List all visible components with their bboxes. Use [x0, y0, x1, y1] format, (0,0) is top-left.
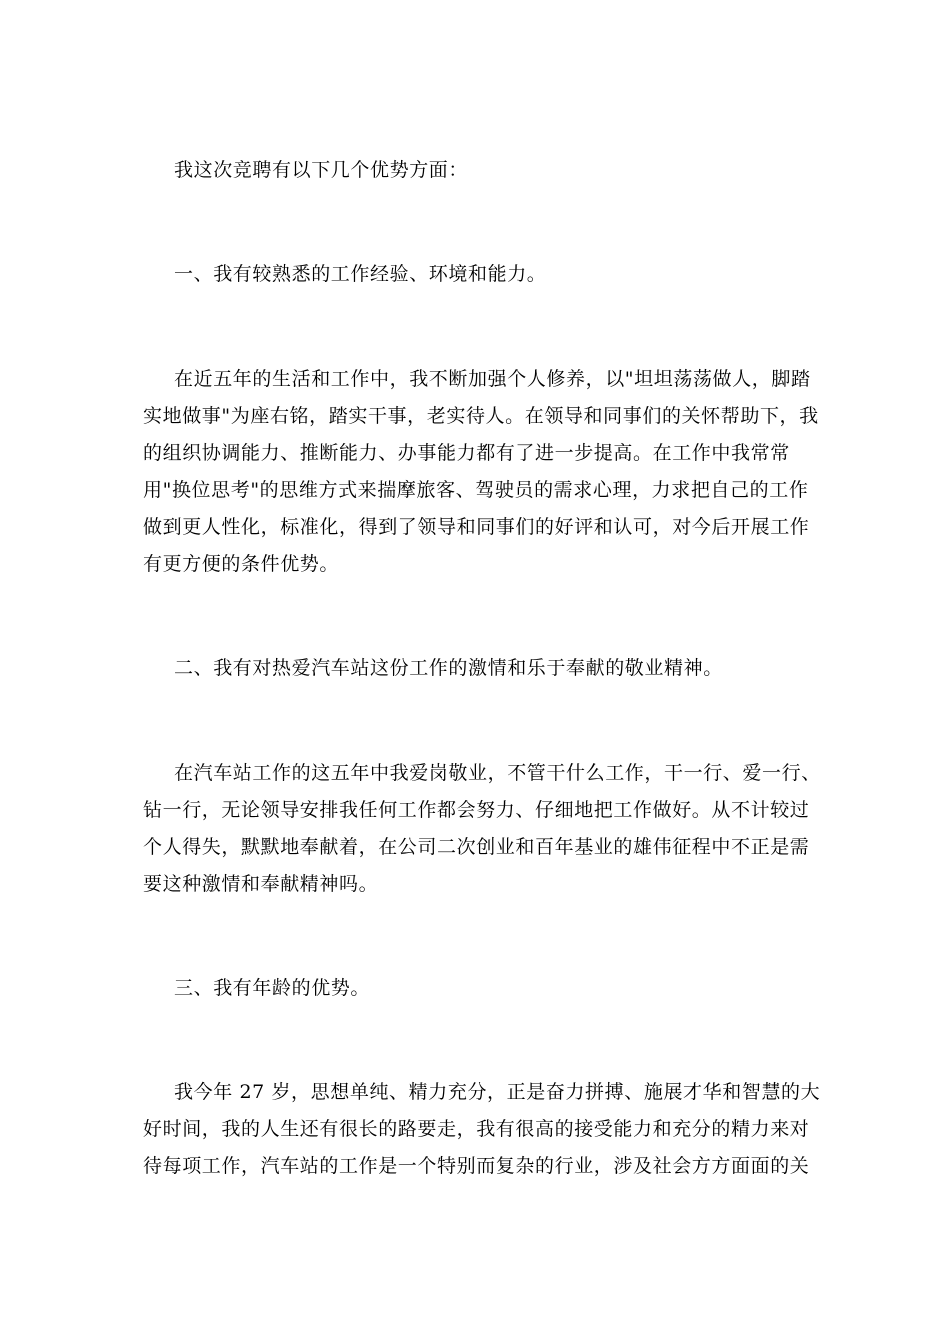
intro-line: 我这次竞聘有以下几个优势方面：: [174, 159, 469, 181]
section-1-paragraph-line: 的组织协调能力、推断能力、办事能力都有了进一步提高。在工作中我常常: [143, 442, 790, 464]
section-2-heading: 二、我有对热爱汽车站这份工作的激情和乐于奉献的敬业精神。: [174, 657, 723, 679]
section-3-paragraph-line: 我今年 27 岁，思想单纯、精力充分，正是奋力拼搏、施展才华和智慧的大: [174, 1081, 821, 1103]
section-3-paragraph-line: 好时间，我的人生还有很长的路要走，我有很高的接受能力和充分的精力来对: [143, 1118, 810, 1140]
section-2-paragraph-line: 个人得失，默默地奉献着，在公司二次创业和百年基业的雄伟征程中不正是需: [143, 836, 810, 858]
section-2-paragraph-line: 要这种激情和奉献精神吗。: [143, 873, 379, 895]
section-1-paragraph-line: 有更方便的条件优势。: [143, 553, 340, 575]
section-1-paragraph-line: 实地做事"为座右铭，踏实干事，老实待人。在领导和同事们的关怀帮助下，我: [143, 405, 819, 427]
section-1-heading: 一、我有较熟悉的工作经验、环境和能力。: [174, 263, 547, 285]
section-1-paragraph-line: 做到更人性化，标准化，得到了领导和同事们的好评和认可，对今后开展工作: [143, 516, 810, 538]
section-3-heading: 三、我有年龄的优势。: [174, 977, 371, 999]
section-2-paragraph-line: 钻一行，无论领导安排我任何工作都会努力、仔细地把工作做好。从不计较过: [143, 799, 810, 821]
section-1-paragraph-line: 在近五年的生活和工作中，我不断加强个人修养，以"坦坦荡荡做人，脚踏: [174, 368, 811, 390]
section-3-paragraph-line: 待每项工作，汽车站的工作是一个特别而复杂的行业，涉及社会方方面面的关: [143, 1155, 810, 1177]
section-2-paragraph-line: 在汽车站工作的这五年中我爱岗敬业，不管干什么工作，干一行、爱一行、: [174, 762, 821, 784]
section-1-paragraph-line: 用"换位思考"的思维方式来揣摩旅客、驾驶员的需求心理，力求把自己的工作: [143, 479, 809, 501]
